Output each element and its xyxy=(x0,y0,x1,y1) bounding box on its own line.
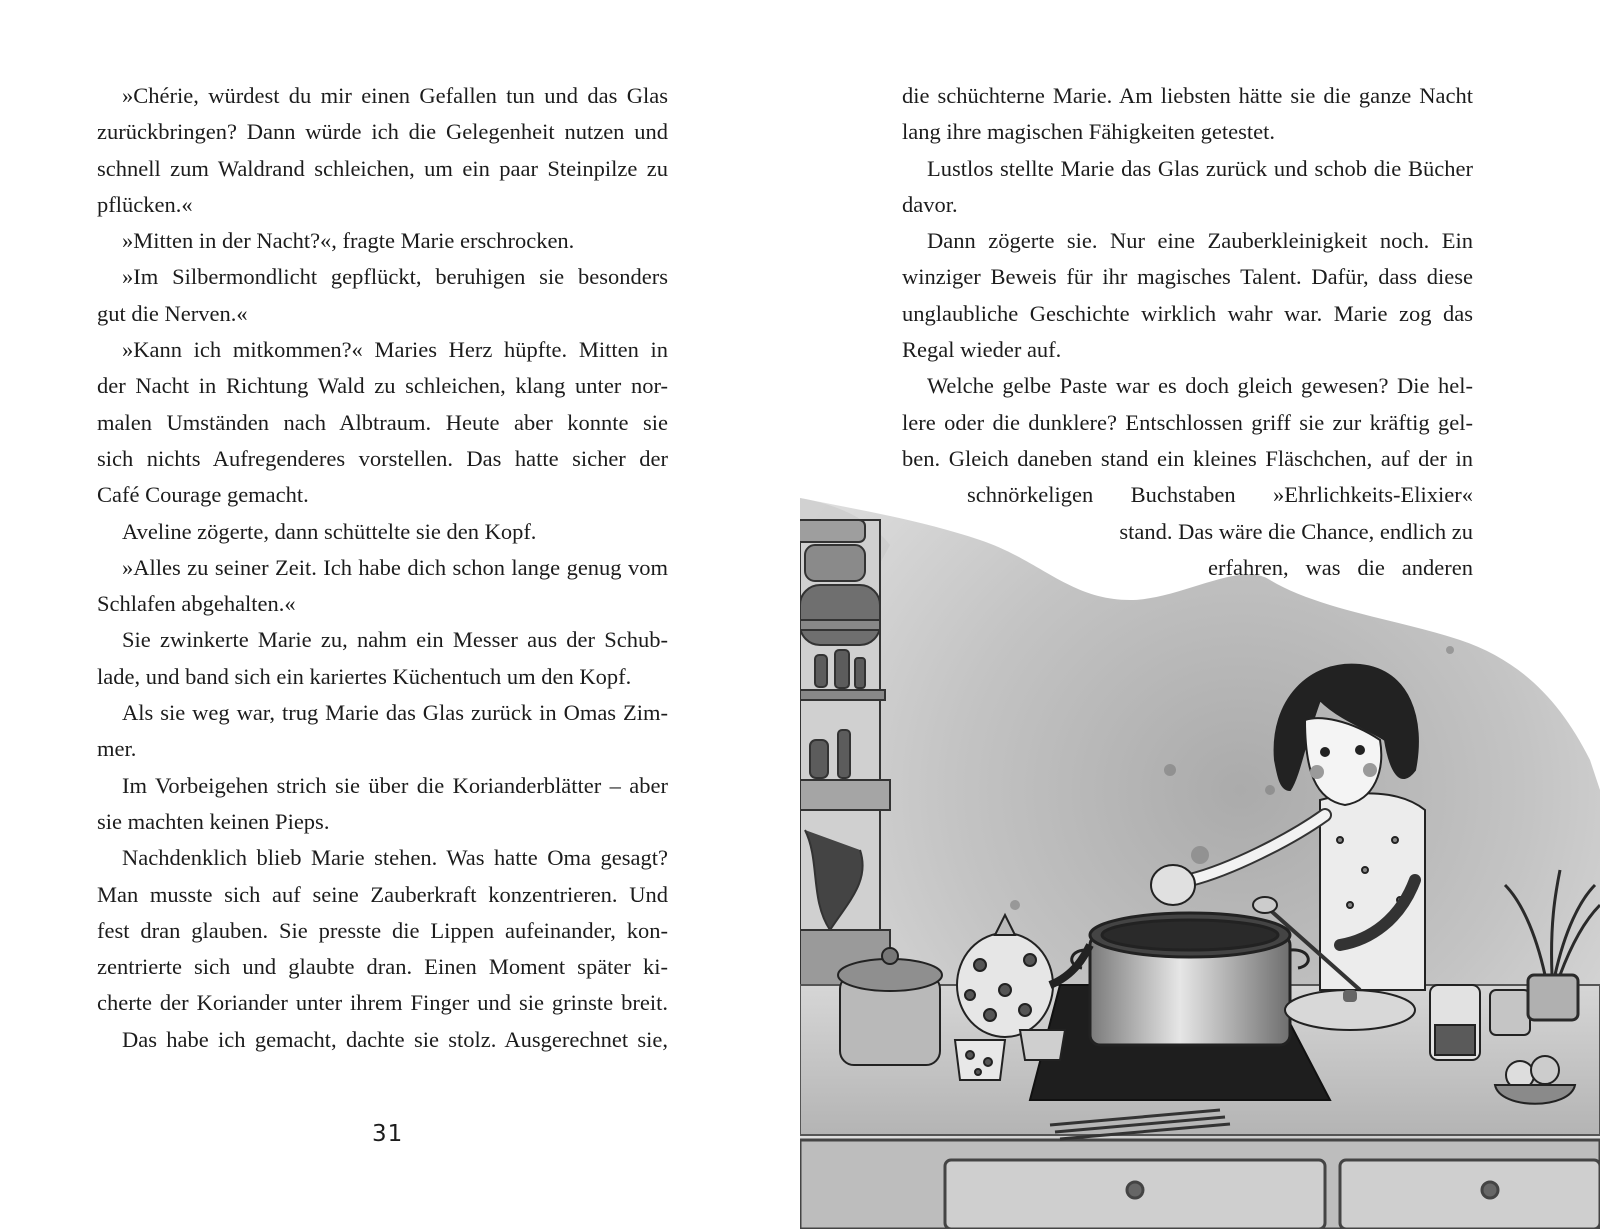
paragraph xyxy=(97,622,668,695)
text-line: Im Vorbeigehen strich sie über die Korianderblätter – aber xyxy=(122,772,668,798)
text-line: malen Umständen nach Albtraum. Heute aber konnte sie xyxy=(97,409,668,435)
text-line: Schlafen abgehalten.« xyxy=(97,591,296,617)
text-line: der Nacht in Richtung Wald zu schleichen, klang unter nor- xyxy=(97,373,668,399)
text-line: Dann zögerte sie. Nur eine Zauberkleinigkeit noch. Ein xyxy=(927,228,1473,254)
paragraph xyxy=(97,695,668,768)
cookie-jar xyxy=(838,948,942,1065)
paragraph xyxy=(97,768,668,841)
text-line: erfahren, was die anderen xyxy=(1208,554,1473,580)
paragraph xyxy=(97,332,668,513)
text-line: winziger Beweis für ihr magisches Talent. Dafür, dass diese xyxy=(902,264,1473,290)
page-number: 31 xyxy=(372,1121,404,1147)
text-line: Man musste sich auf seine Zauberkraft konzentrieren. Und xyxy=(97,881,668,907)
text-line: zentrierte sich und glaubte dran. Einen Moment später ki- xyxy=(97,954,668,980)
text-line: sich nichts Aufregenderes vorstellen. Das hatte sicher der xyxy=(97,445,668,471)
text-line: »Alles zu seiner Zeit. Ich habe dich schon lange genug vom xyxy=(122,554,668,580)
left-page-text xyxy=(97,78,668,1058)
text-line: pflücken.« xyxy=(97,191,193,217)
text-line: Sie zwinkerte Marie zu, nahm ein Messer aus der Schub- xyxy=(122,627,668,653)
text-line: lere oder die dunklere? Entschlossen griff sie zur kräftig gel- xyxy=(902,409,1473,435)
text-line: davor. xyxy=(902,191,958,217)
text-line: gut die Nerven.« xyxy=(97,300,248,326)
text-line: »Kann ich mitkommen?« Maries Herz hüpfte. Mitten in xyxy=(122,337,668,363)
text-line: fest dran glauben. Sie presste die Lippen aufeinander, kon- xyxy=(97,917,668,943)
text-line: Nachdenklich blieb Marie stehen. Was hatte Oma gesagt? xyxy=(122,845,668,871)
text-line: mer. xyxy=(97,736,137,762)
text-line: Café Courage gemacht. xyxy=(97,482,309,508)
text-line: cherte der Koriander unter ihrem Finger und sie grinste breit. xyxy=(97,990,668,1016)
paragraph xyxy=(902,223,1473,368)
paragraph xyxy=(902,78,1473,151)
text-line: Regal wieder auf. xyxy=(902,337,1062,363)
text-line: die schüchterne Marie. Am liebsten hätte sie die ganze Nacht xyxy=(902,83,1473,108)
text-line: »Mitten in der Nacht?«, fragte Marie erschrocken. xyxy=(122,228,575,254)
text-line: lang ihre magischen Fähigkeiten getestet. xyxy=(902,119,1276,145)
text-line: Das habe ich gemacht, dachte sie stolz. Ausgerechnet sie, xyxy=(122,1026,668,1052)
paragraph xyxy=(97,514,668,550)
paragraph xyxy=(902,368,1473,586)
text-line: Lustlos stellte Marie das Glas zurück und schob die Bücher xyxy=(927,155,1473,181)
text-line: schnell zum Waldrand schleichen, um ein paar Steinpilze zu xyxy=(97,155,668,181)
pot xyxy=(1072,913,1309,1045)
text-line: »Im Silbermondlicht gepflückt, beruhigen sie besonders xyxy=(122,264,668,290)
text-line: schnörkeligen Buchstaben »Ehrlichkeits-Elixier« xyxy=(967,482,1473,508)
paragraph xyxy=(97,550,668,623)
text-line: sie machten keinen Pieps. xyxy=(97,808,330,834)
paragraph xyxy=(97,840,668,1021)
paragraph xyxy=(97,78,668,223)
text-line: Als sie weg war, trug Marie das Glas zurück in Omas Zim- xyxy=(122,700,668,726)
text-line: lade, und band sich ein kariertes Küchentuch um den Kopf. xyxy=(97,663,632,689)
right-page xyxy=(800,0,1600,1229)
text-line: »Chérie, würdest du mir einen Gefallen tun und das Glas xyxy=(122,83,668,108)
text-line: ben. Gleich daneben stand ein kleines Fläschchen, auf der in xyxy=(902,445,1473,471)
paragraph xyxy=(902,151,1473,224)
paragraph xyxy=(97,1022,668,1058)
paragraph xyxy=(97,223,668,259)
paragraph xyxy=(97,259,668,332)
text-line: Aveline zögerte, dann schüttelte sie den Kopf. xyxy=(122,518,537,544)
text-line: unglaubliche Geschichte wirklich wahr war. Marie zog das xyxy=(902,300,1473,326)
text-line: Welche gelbe Paste war es doch gleich gewesen? Die hel- xyxy=(927,373,1473,399)
right-page-text xyxy=(902,78,1473,586)
text-line: zurückbringen? Dann würde ich die Gelegenheit nutzen und xyxy=(97,119,668,145)
text-line: stand. Das wäre die Chance, endlich zu xyxy=(1119,518,1473,544)
cabinets xyxy=(800,1140,1600,1229)
